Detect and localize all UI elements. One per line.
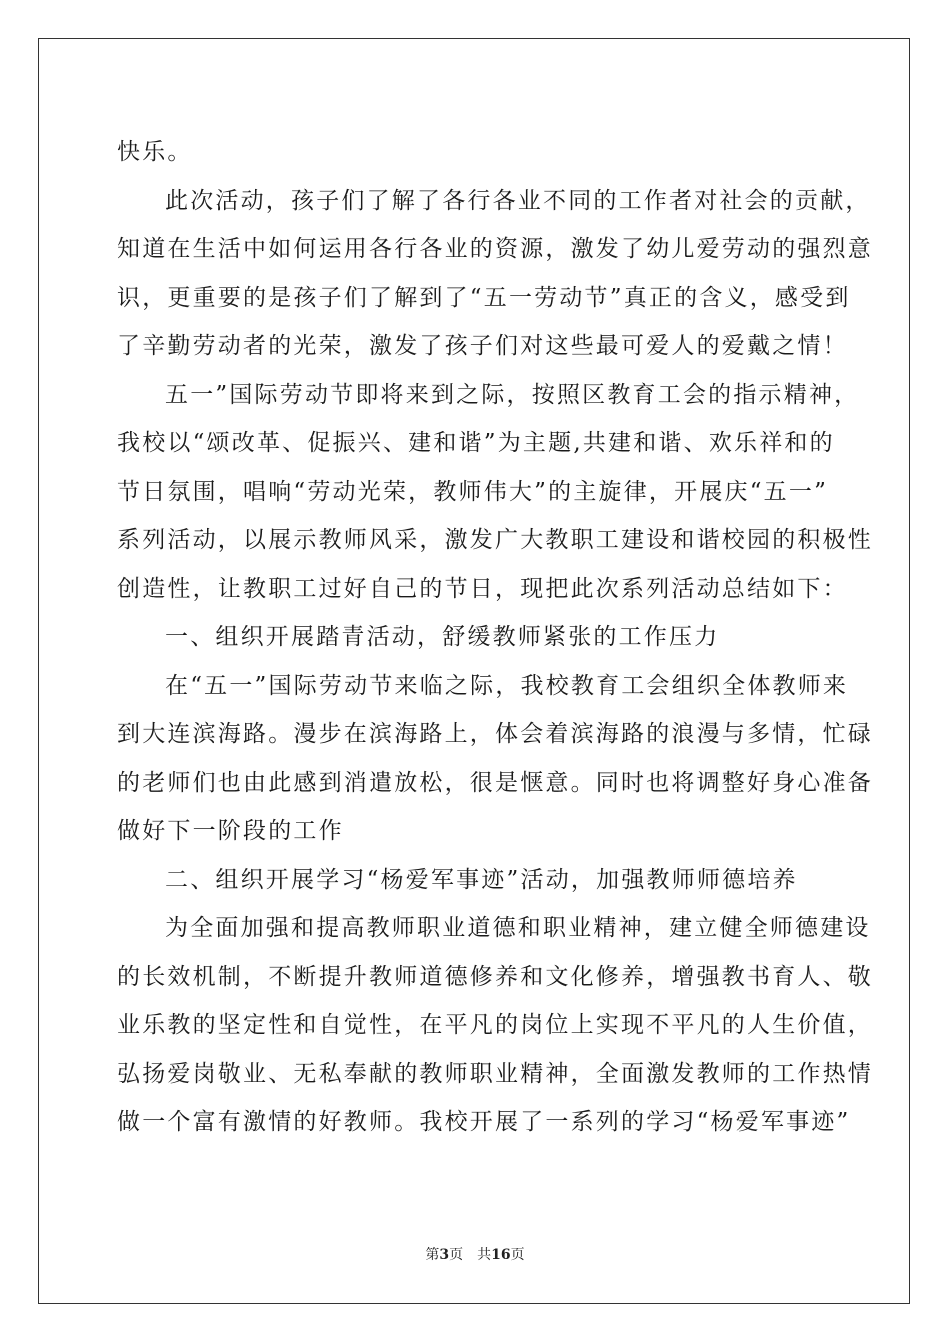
text-line: 业乐教的坚定性和自觉性，在平凡的岗位上实现不平凡的人生价值， <box>117 1012 873 1038</box>
total-suffix: 页 <box>510 1247 525 1263</box>
text-line: 到大连滨海路。漫步在滨海路上，体会着滨海路的浪漫与多情，忙碌 <box>117 721 873 747</box>
total-prefix: 共 <box>477 1247 492 1263</box>
text-line: 五一”国际劳动节即将来到之际，按照区教育工会的指示精神， <box>165 381 860 408</box>
text-line: 的老师们也由此感到消遣放松，很是惬意。同时也将调整好身心准备 <box>117 769 873 796</box>
text-line: 此次活动，孩子们了解了各行各业不同的工作者对社会的贡献， <box>165 187 871 214</box>
text-line: 知道在生活中如何运用各行各业的资源，激发了幼儿爱劳动的强烈意 <box>117 236 873 262</box>
text-line: 弘扬爱岗敬业、无私奉献的教师职业精神，全面激发教师的工作热情 <box>117 1060 873 1087</box>
text-line: 做一个富有激情的好教师。我校开展了一系列的学习“杨爱军事迹” <box>117 1109 851 1135</box>
text-line: 了辛勤劳动者的光荣，激发了孩子们对这些最可爱人的爱戴之情！ <box>117 333 848 359</box>
text-line: 的长效机制，不断提升教师道德修养和文化修养，增强教书育人、敬 <box>117 963 873 990</box>
section-heading: 一、组织开展踏青活动，舒缓教师紧张的工作压力 <box>165 624 720 650</box>
text-line: 做好下一阶段的工作 <box>117 818 344 844</box>
text-line: 系列活动，以展示教师风采，激发广大教职工建设和谐校园的积极性 <box>117 527 873 553</box>
page-suffix: 页 <box>449 1247 464 1263</box>
section-heading: 二、组织开展学习“杨爱军事迹”活动，加强教师师德培养 <box>165 866 798 893</box>
text-line: 识，更重要的是孩子们了解到了“五一劳动节”真正的含义，感受到 <box>117 284 851 311</box>
text-line: 创造性，让教职工过好自己的节日，现把此次系列活动总结如下： <box>117 575 848 602</box>
document-body <box>117 128 873 1147</box>
page-prefix: 第 <box>425 1247 440 1263</box>
text-line: 快乐。 <box>117 139 193 165</box>
text-line: 为全面加强和提高教师职业道德和职业精神，建立健全师德建设 <box>165 915 871 941</box>
page-footer <box>0 1244 950 1264</box>
text-line: 节日氛围，唱响“劳动光荣，教师伟大”的主旋律，开展庆“五一” <box>117 478 829 505</box>
current-page-number: 3 <box>439 1247 450 1263</box>
total-page-number: 16 <box>491 1247 511 1263</box>
text-line: 我校以“颂改革、促振兴、建和谐”为主题,共建和谐、欢乐祥和的 <box>117 430 835 456</box>
text-line: 在“五一”国际劳动节来临之际，我校教育工会组织全体教师来 <box>165 672 849 699</box>
